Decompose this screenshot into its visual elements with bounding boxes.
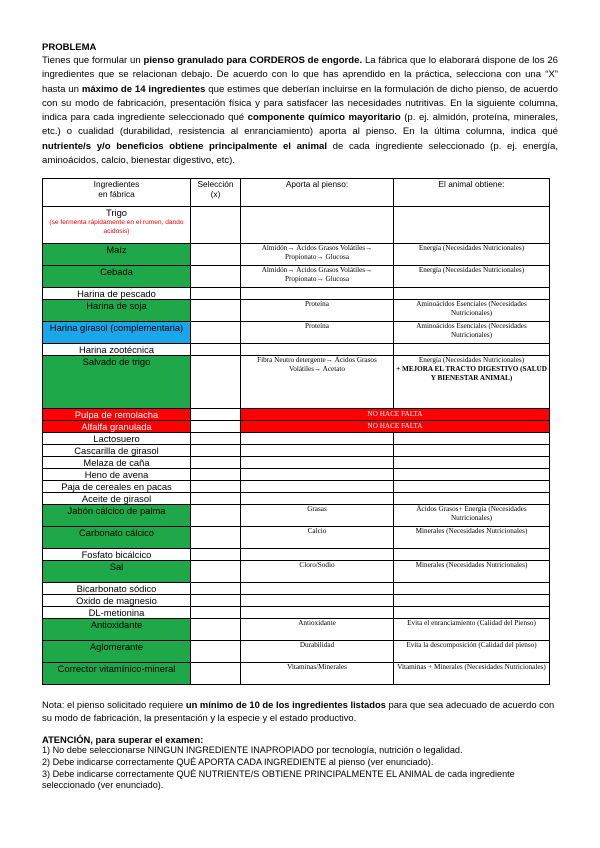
selection-cell[interactable]	[191, 356, 241, 409]
document-page	[42, 42, 558, 792]
obtiene-cell	[394, 641, 550, 663]
attention-item-2: 2) Debe indicarse correctamente QUÉ APORTA CADA INGREDIENTE al pienso (ver enunciado).	[42, 756, 434, 767]
ingredient-name: Fosfato bicálcico	[81, 549, 152, 561]
table-row	[43, 409, 550, 421]
selection-cell[interactable]	[191, 207, 241, 244]
table-row	[43, 421, 550, 433]
aporta-cell	[241, 469, 394, 481]
selection-cell[interactable]	[191, 266, 241, 288]
selection-cell[interactable]	[191, 457, 241, 469]
ingredient-name: Harina de pescado	[77, 288, 156, 300]
header-ingredientes-line2: en fábrica	[98, 189, 135, 200]
obtiene-text: Minerales (Necesidades Nutricionales)	[415, 527, 528, 536]
aporta-cell	[241, 344, 394, 356]
obtiene-cell	[394, 481, 550, 493]
text-segment: (p. ej. almidón, proteína, minerales, etc.) o cualidad (durabilidad, resistencia al enranciamiento) aporta al pienso. En la última columna, indica qué	[42, 112, 558, 138]
ingredient-cell	[43, 288, 191, 300]
obtiene-text: Evita el enranciamiento (Calidad del Pienso)	[407, 619, 536, 628]
obtiene-extra: + MEJORA EL TRACTO DIGESTIVO (SALUD Y BIENESTAR ANIMAL)	[396, 365, 547, 383]
header-aporta: Aporta al pienso:	[241, 179, 394, 207]
ingredient-name: Sal	[109, 561, 124, 573]
ingredient-cell	[43, 469, 191, 481]
selection-cell[interactable]	[191, 607, 241, 619]
ingredient-cell	[43, 595, 191, 607]
obtiene-cell	[394, 583, 550, 595]
obtiene-text: Aminoácidos Esenciales (Necesidades Nutricionales)	[416, 300, 527, 318]
table-row	[43, 583, 550, 595]
obtiene-cell	[394, 561, 550, 583]
table-row	[43, 493, 550, 505]
ingredient-cell	[43, 561, 191, 583]
not-needed-cell: NO HACE FALTA	[241, 409, 550, 421]
selection-cell[interactable]	[191, 322, 241, 344]
text-segment: Tienes que formular un	[42, 55, 144, 66]
selection-cell[interactable]	[191, 583, 241, 595]
selection-cell[interactable]	[191, 641, 241, 663]
ingredient-cell	[43, 641, 191, 663]
attention-item-1: 1) No debe seleccionarse NINGUN INGREDIENTE INAPROPIADO por tecnología, nutrición o legalidad.	[42, 745, 463, 756]
ingredient-name: Maíz	[106, 244, 127, 256]
table-row	[43, 549, 550, 561]
obtiene-text: Minerales (Necesidades Nutricionales)	[415, 561, 528, 570]
selection-cell[interactable]	[191, 344, 241, 356]
header-seleccion-line1: Selección	[197, 179, 234, 190]
ingredient-name: Corrector vitamínico-mineral	[57, 663, 176, 675]
table-row	[43, 266, 550, 288]
obtiene-text: Evita la descomposición (Calidad del pienso)	[406, 641, 537, 650]
table-row	[43, 481, 550, 493]
ingredient-cell	[43, 356, 191, 409]
ingredient-cell	[43, 322, 191, 344]
ingredient-cell	[43, 505, 191, 527]
header-seleccion-line2: (x)	[210, 189, 221, 200]
obtiene-cell	[394, 288, 550, 300]
ingredient-name: Cebada	[100, 266, 133, 278]
aporta-cell	[241, 207, 394, 244]
selection-cell[interactable]	[191, 421, 241, 433]
aporta-cell	[241, 445, 394, 457]
aporta-cell	[241, 481, 394, 493]
ingredient-cell	[43, 663, 191, 685]
table-row	[43, 433, 550, 445]
aporta-cell: Almidón→ Ácidos Grasos Volátiles→ Propionato→ Glucosa	[241, 266, 394, 288]
ingredient-cell	[43, 300, 191, 322]
note-paragraph	[42, 699, 558, 724]
obtiene-text: Ácidos Grasos+ Energía (Necesidades Nutricionales)	[416, 505, 527, 523]
obtiene-cell	[394, 619, 550, 641]
selection-cell[interactable]	[191, 409, 241, 421]
table-row	[43, 607, 550, 619]
obtiene-cell	[394, 549, 550, 561]
text-segment: para que sea adecuado de acuerdo con su modo de fabricación, la presentación y la especie y el estado productivo.	[42, 699, 555, 723]
text-segment: componente químico mayoritario	[247, 112, 401, 124]
obtiene-cell	[394, 344, 550, 356]
obtiene-cell	[394, 356, 550, 409]
ingredients-table	[42, 178, 550, 685]
ingredient-name: Harina zootécnica	[78, 344, 155, 356]
obtiene-cell	[394, 207, 550, 244]
ingredient-name: Paja de cereales en pacas	[61, 481, 172, 493]
ingredient-name: Bicarbonato sódico	[76, 583, 157, 595]
ingredient-cell	[43, 409, 191, 421]
aporta-cell	[241, 583, 394, 595]
ingredient-name: Salvado de trigo	[82, 356, 151, 368]
ingredient-cell	[43, 583, 191, 595]
obtiene-cell	[394, 469, 550, 481]
obtiene-text: Vitaminas + Minerales (Necesidades Nutricionales)	[397, 663, 546, 672]
aporta-cell: Proteína	[241, 300, 394, 322]
ingredient-name: Harina girasol (complementaria)	[49, 322, 184, 334]
table-row	[43, 300, 550, 322]
problem-title: PROBLEMA	[42, 42, 97, 53]
table-row	[43, 527, 550, 549]
obtiene-text: Energía (Necesidades Nutricionales)	[418, 244, 525, 253]
aporta-cell	[241, 457, 394, 469]
aporta-cell: Antioxidante	[241, 619, 394, 641]
table-row	[43, 207, 550, 244]
selection-cell[interactable]	[191, 433, 241, 445]
obtiene-cell	[394, 266, 550, 288]
obtiene-cell	[394, 595, 550, 607]
ingredient-name: Alfalfa granulada	[81, 421, 152, 433]
aporta-cell: Vitaminas/Minerales	[241, 663, 394, 685]
obtiene-text: Energía (Necesidades Nutricionales)	[418, 266, 525, 275]
header-ingredientes	[43, 179, 191, 207]
text-segment: nutriente/s y/o beneficios obtiene principalmente el animal	[42, 140, 327, 152]
table-row	[43, 356, 550, 409]
ingredient-name: Trigo	[105, 207, 127, 219]
obtiene-cell	[394, 607, 550, 619]
obtiene-cell	[394, 433, 550, 445]
table-row	[43, 445, 550, 457]
aporta-cell: Almidón→ Ácidos Grasos Volátiles→ Propionato→ Glucosa	[241, 244, 394, 266]
text-segment: máximo de 14 ingredientes	[81, 83, 206, 95]
table-header-row	[43, 179, 550, 207]
ingredient-name: Carbonato cálcico	[78, 527, 155, 539]
ingredient-name: Aceite de girasol	[81, 493, 152, 505]
aporta-cell	[241, 433, 394, 445]
ingredient-name: Cascarilla de girasol	[74, 445, 159, 457]
obtiene-text: Aminoácidos Esenciales (Necesidades Nutricionales)	[416, 322, 527, 340]
not-needed-cell: NO HACE FALTA	[241, 421, 550, 433]
text-segment: Nota: el pienso solicitado requiere	[42, 699, 186, 711]
selection-cell[interactable]	[191, 481, 241, 493]
selection-cell[interactable]	[191, 595, 241, 607]
selection-cell[interactable]	[191, 469, 241, 481]
ingredient-cell	[43, 344, 191, 356]
table-row	[43, 595, 550, 607]
table-row	[43, 344, 550, 356]
selection-cell[interactable]	[191, 493, 241, 505]
aporta-cell	[241, 493, 394, 505]
ingredient-cell	[43, 244, 191, 266]
ingredient-cell	[43, 549, 191, 561]
attention-item-3: 3) Debe indicarse correctamente QUÉ NUTRIENTE/S OBTIENE PRINCIPALMENTE EL ANIMAL de cada ingrediente seleccionado (ver enunciado).	[42, 768, 515, 791]
table-row	[43, 505, 550, 527]
ingredient-name: Oxido de magnesio	[76, 595, 157, 607]
ingredient-note: (se fermenta rápidamente en el rumen, dando acidosis)	[49, 219, 184, 236]
obtiene-cell	[394, 300, 550, 322]
problem-statement	[42, 54, 558, 168]
aporta-cell	[241, 549, 394, 561]
aporta-cell: Proteína	[241, 322, 394, 344]
obtiene-text: Energía (Necesidades Nutricionales)	[418, 356, 525, 365]
ingredient-cell	[43, 493, 191, 505]
aporta-cell: Durabilidad	[241, 641, 394, 663]
aporta-cell: Grasas	[241, 505, 394, 527]
obtiene-cell	[394, 457, 550, 469]
ingredient-cell	[43, 266, 191, 288]
ingredient-name: Melaza de caña	[83, 457, 150, 469]
obtiene-cell	[394, 663, 550, 685]
aporta-cell	[241, 288, 394, 300]
ingredient-name: Jabón cálcico de palma	[67, 505, 166, 517]
header-ingredientes-line1: Ingredientes	[93, 179, 140, 190]
text-segment: La fábrica que lo elaborará dispone de los 26 ingredientes que se relacionan debajo. De acuerdo con lo que has aprendido en la práctica, selecciona con una “X” hasta un	[42, 55, 558, 95]
selection-cell[interactable]	[191, 445, 241, 457]
selection-cell[interactable]	[191, 300, 241, 322]
obtiene-cell	[394, 445, 550, 457]
obtiene-cell	[394, 493, 550, 505]
table-row	[43, 322, 550, 344]
ingredient-name: Harina de soja	[86, 300, 147, 312]
selection-cell[interactable]	[191, 288, 241, 300]
ingredient-cell	[43, 421, 191, 433]
ingredient-cell	[43, 607, 191, 619]
aporta-cell: Fibra Neutro detergente→ Ácidos Grasos Volátiles→ Acetato	[241, 356, 394, 409]
aporta-cell	[241, 607, 394, 619]
selection-cell[interactable]	[191, 244, 241, 266]
ingredient-name: Antioxidante	[90, 619, 143, 631]
header-obtiene: El animal obtiene:	[394, 179, 550, 207]
ingredient-name: Aglomerante	[89, 641, 144, 653]
attention-title: ATENCIÓN, para superar el examen:	[42, 734, 204, 746]
ingredient-cell	[43, 457, 191, 469]
obtiene-cell	[394, 527, 550, 549]
ingredient-name: Lactosuero	[93, 433, 140, 445]
table-row	[43, 641, 550, 663]
ingredient-name: Heno de avena	[84, 469, 149, 481]
aporta-cell	[241, 595, 394, 607]
aporta-cell: Cloro/Sodio	[241, 561, 394, 583]
ingredient-cell	[43, 527, 191, 549]
table-row	[43, 561, 550, 583]
selection-cell[interactable]	[191, 505, 241, 527]
selection-cell[interactable]	[191, 561, 241, 583]
text-segment: que estimes que deberían incluirse en la formulación de dicho pienso, de acuerdo con su modo de fabricación, presentación física y para satisfacer las necesidades nutritivas. En la siguiente columna, indica para cada ingrediente seleccionado qué	[42, 83, 558, 124]
ingredient-cell	[43, 207, 191, 244]
table-row	[43, 457, 550, 469]
ingredient-cell	[43, 433, 191, 445]
obtiene-cell	[394, 505, 550, 527]
table-row	[43, 288, 550, 300]
selection-cell[interactable]	[191, 549, 241, 561]
text-segment: de cada ingrediente seleccionado (p. ej. energía, aminoácidos, calcio, bienestar digestivo, etc).	[42, 140, 558, 167]
selection-cell[interactable]	[191, 663, 241, 685]
ingredient-cell	[43, 619, 191, 641]
selection-cell[interactable]	[191, 527, 241, 549]
aporta-cell: Calcio	[241, 527, 394, 549]
table-row	[43, 619, 550, 641]
table-row	[43, 663, 550, 685]
obtiene-cell	[394, 322, 550, 344]
ingredient-cell	[43, 445, 191, 457]
table-row	[43, 244, 550, 266]
text-segment: pienso granulado para CORDEROS de engorde.	[143, 55, 363, 66]
header-seleccion	[191, 179, 241, 207]
text-segment: un mínimo de 10 de los ingredientes listados	[185, 699, 386, 711]
ingredient-name: DL-metionina	[88, 607, 145, 619]
selection-cell[interactable]	[191, 619, 241, 641]
obtiene-cell	[394, 244, 550, 266]
ingredient-cell	[43, 481, 191, 493]
ingredient-name: Pulpa de remolacha	[74, 409, 159, 421]
table-row	[43, 469, 550, 481]
